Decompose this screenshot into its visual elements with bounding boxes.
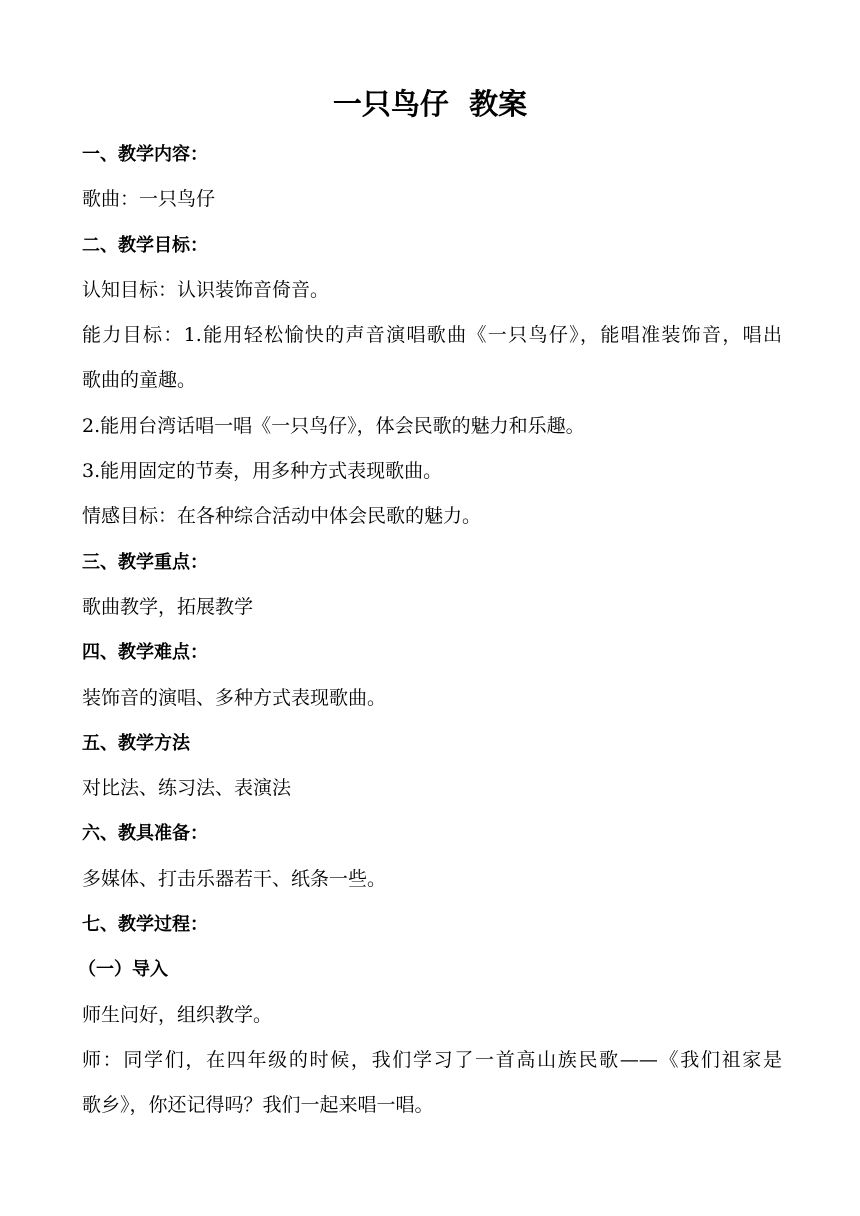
paragraph-methods: 对比法、练习法、表演法 [82, 777, 292, 800]
page-title: 一只鸟仔 教案 [332, 87, 528, 121]
section-heading-difficulties: 四、教学难点： [82, 642, 208, 664]
paragraph-emotional-goal: 情感目标：在各种综合活动中体会民歌的魅力。 [82, 505, 482, 528]
paragraph-greeting: 师生问好，组织教学。 [82, 1003, 273, 1026]
paragraph-difficulties: 装饰音的演唱、多种方式表现歌曲。 [82, 686, 387, 709]
section-heading-process: 七、教学过程： [82, 914, 208, 936]
paragraph-cognitive-goal: 认知目标：认识装饰音倚音。 [82, 278, 330, 301]
section-heading-goals: 二、教学目标： [82, 234, 208, 256]
paragraph-key-points: 歌曲教学，拓展教学 [82, 595, 254, 618]
paragraph-song: 歌曲：一只鸟仔 [82, 188, 216, 211]
section-heading-materials: 六、教具准备： [82, 823, 208, 845]
paragraph-ability-goal-line1: 能力目标：1.能用轻松愉快的声音演唱歌曲《一只鸟仔》，能唱准装饰音，唱出 [82, 324, 782, 347]
section-heading-content: 一、教学内容： [82, 144, 208, 165]
paragraph-teacher-line2: 歌乡》，你还记得吗？我们一起来唱一唱。 [82, 1094, 434, 1117]
paragraph-teacher-line1: 师：同学们，在四年级的时候，我们学习了一首高山族民歌——《我们祖家是 [82, 1048, 782, 1071]
section-heading-methods: 五、教学方法 [82, 732, 190, 754]
paragraph-ability-goal-3: 3.能用固定的节奏，用多种方式表现歌曲。 [82, 460, 443, 483]
paragraph-ability-goal-line2: 歌曲的童趣。 [82, 369, 197, 392]
section-heading-key-points: 三、教学重点： [82, 551, 208, 573]
document-body [78, 132, 782, 1129]
paragraph-materials: 多媒体、打击乐器若干、纸条一些。 [82, 867, 387, 890]
paragraph-ability-goal-2: 2.能用台湾话唱一唱《一只鸟仔》，体会民歌的魅力和乐趣。 [82, 414, 585, 437]
subsection-heading-intro: （一）导入 [78, 959, 168, 981]
